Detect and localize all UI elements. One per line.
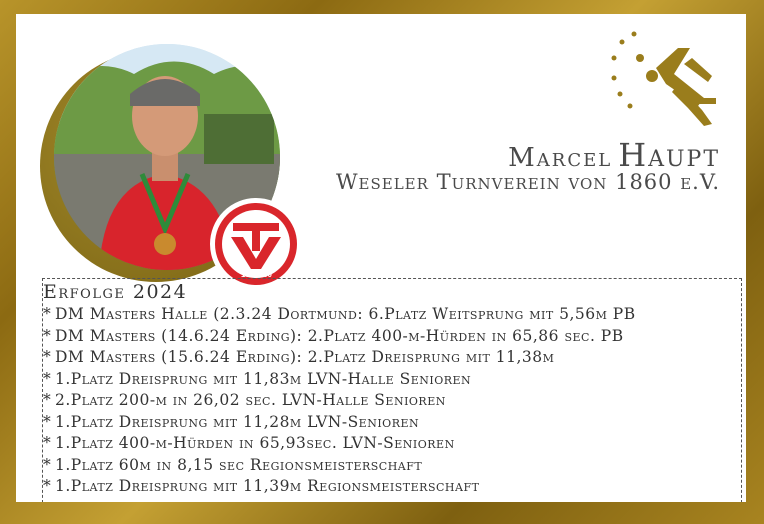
achievement-text: 1.Platz 400-m-Hürden in 65,93sec. LVN-Senioren — [55, 434, 455, 452]
profile-card — [16, 14, 746, 502]
club-badge — [210, 198, 302, 290]
badge-year-left: 18 — [241, 270, 250, 279]
club-name: Weseler Turnverein von 1860 e.V. — [335, 170, 720, 194]
athlete-logo-icon — [608, 28, 720, 126]
bullet-marker: * — [43, 391, 52, 409]
bullet-marker: * — [43, 326, 52, 345]
bullet-marker: * — [43, 434, 52, 452]
bullet-marker: * — [43, 477, 52, 495]
bullet-marker: * — [43, 305, 52, 323]
achievement-item — [43, 304, 741, 326]
achievement-item — [43, 455, 741, 477]
achievement-item — [43, 390, 741, 412]
badge-year-right: 60 — [263, 270, 272, 279]
achievement-text: 1.Platz Dreisprung mit 11,28m LVN-Senioren — [55, 412, 420, 431]
bullet-marker: * — [43, 412, 52, 431]
achievement-item — [43, 369, 741, 391]
achievement-item — [43, 347, 741, 369]
achievement-text: DM Masters (14.6.24 Erding): 2.Platz 400-m-Hürden in 65,86 sec. PB — [55, 326, 624, 345]
first-name: Marcel — [508, 143, 613, 173]
achievement-text: 1.Platz Dreisprung mit 11,39m Regionsmeisterschaft — [55, 477, 480, 495]
achievement-text: 2.Platz 200-m in 26,02 sec. LVN-Halle Senioren — [55, 391, 446, 409]
bullet-marker: * — [43, 369, 52, 388]
achievements-list — [43, 304, 741, 498]
achievement-text: DM Masters Halle (2.3.24 Dortmund: 6.Platz Weitsprung mit 5,56m PB — [55, 305, 636, 323]
achievements-box — [42, 278, 742, 502]
achievements-title: Erfolge 2024 — [43, 281, 188, 303]
bullet-marker: * — [43, 348, 52, 366]
achievement-text: 1.Platz 60m in 8,15 sec Regionsmeisterschaft — [55, 455, 423, 474]
bullet-marker: * — [43, 455, 52, 474]
achievement-item — [43, 433, 741, 455]
athlete-name — [508, 136, 720, 174]
achievement-item — [43, 326, 741, 348]
achievement-text: DM Masters (15.6.24 Erding): 2.Platz Dreisprung mit 11,38m — [55, 348, 555, 366]
achievement-item — [43, 412, 741, 434]
achievement-text: 1.Platz Dreisprung mit 11,83m LVN-Halle Senioren — [55, 369, 472, 388]
achievement-item — [43, 476, 741, 498]
last-name: Haupt — [618, 136, 720, 174]
